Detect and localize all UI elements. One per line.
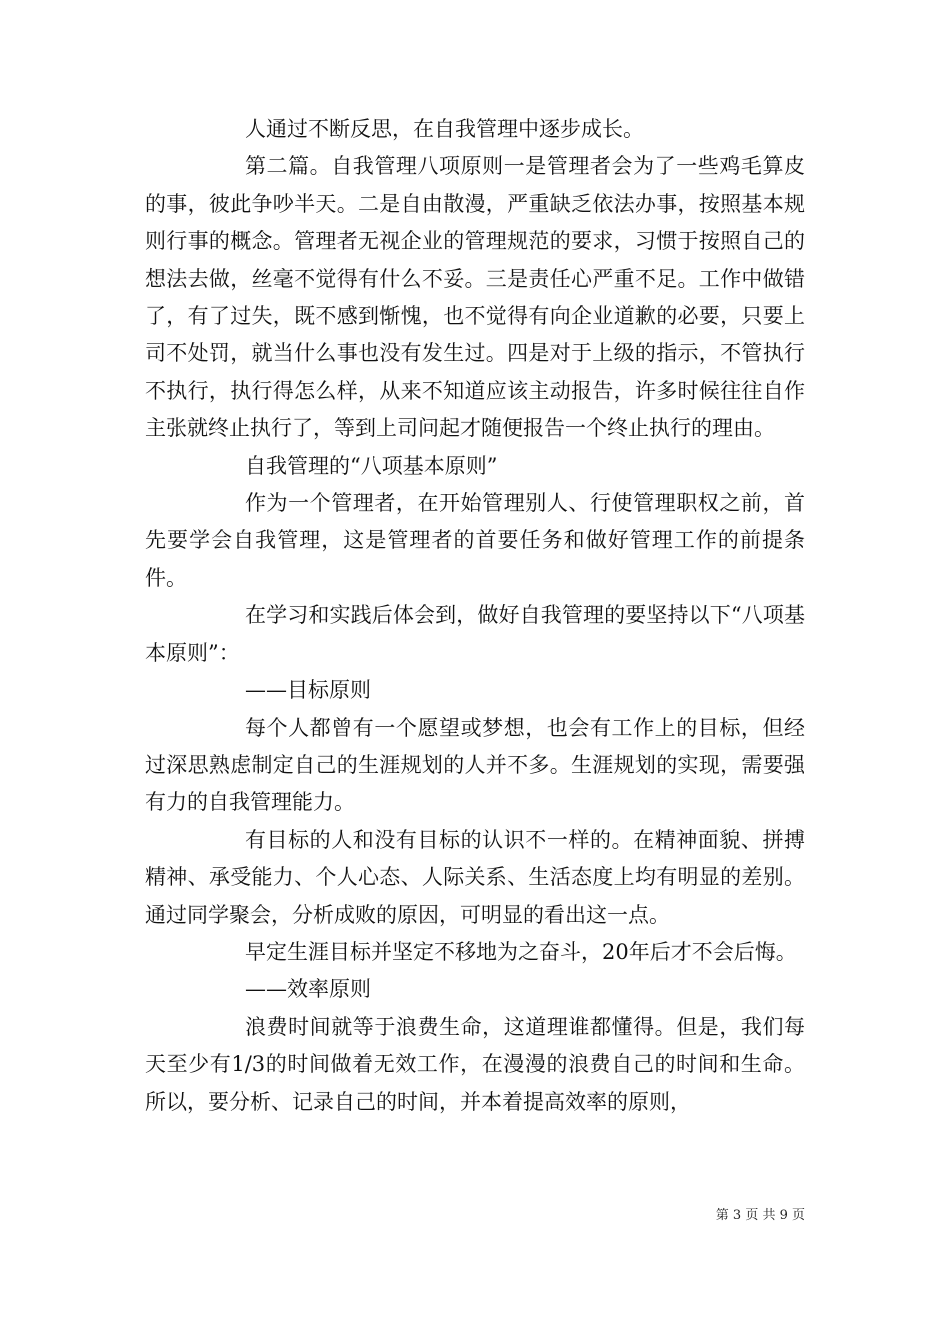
paragraph-8: 浪费时间就等于浪费生命，这道理谁都懂得。但是，我们每天至少有1/3的时间做着无效工作，在漫漫的浪费自己的时间和生命。所以，要分析、记录自己的时间，并本着提高效率的原则，	[145, 1014, 805, 1114]
section-heading: 自我管理的“八项基本原则”	[245, 453, 498, 478]
paragraph-7: 早定生涯目标并坚定不移地为之奋斗，20年后才不会后悔。	[245, 939, 797, 964]
paragraph-3: 作为一个管理者，在开始管理别人、行使管理职权之前，首先要学会自我管理，这是管理者的首要任务和做好管理工作的前提条件。	[145, 491, 805, 590]
paragraph-1: 人通过不断反思，在自我管理中逐步成长。	[245, 117, 644, 141]
document-body	[145, 111, 805, 1121]
paragraph-5: 每个人都曾有一个愿望或梦想，也会有工作上的目标，但经过深思熟虑制定自己的生涯规划的人并不多。生涯规划的实现，需要强有力的自我管理能力。	[145, 715, 805, 815]
paragraph-4: 在学习和实践后体会到，做好自我管理的要坚持以下“八项基本原则”：	[145, 603, 805, 665]
page-number-footer: 第 3 页 共 9 页	[715, 1208, 805, 1223]
subheading-goal-principle: ——目标原则	[245, 678, 371, 703]
paragraph-2: 第二篇。自我管理八项原则一是管理者会为了一些鸡毛算皮的事，彼此争吵半天。二是自由散漫，严重缺乏依法办事，按照基本规则行事的概念。管理者无视企业的管理规范的要求，习惯于按照自己的想法去做，丝毫不觉得有什么不妥。三是责任心严重不足。工作中做错了，有了过失，既不感到惭愧，也不觉得有向企业道歉的必要，只要上司不处罚，就当什么事也没有发生过。四是对于上级的指示，不管执行不执行，执行得怎么样，从来不知道应该主动报告，许多时候往往自作主张就终止执行了，等到上司问起才随便报告一个终止执行的理由。	[145, 154, 805, 441]
subheading-efficiency-principle: ——效率原则	[245, 977, 371, 1002]
paragraph-6: 有目标的人和没有目标的认识不一样的。在精神面貌、拼搏精神、承受能力、个人心态、人际关系、生活态度上均有明显的差别。通过同学聚会，分析成败的原因，可明显的看出这一点。	[145, 827, 805, 927]
